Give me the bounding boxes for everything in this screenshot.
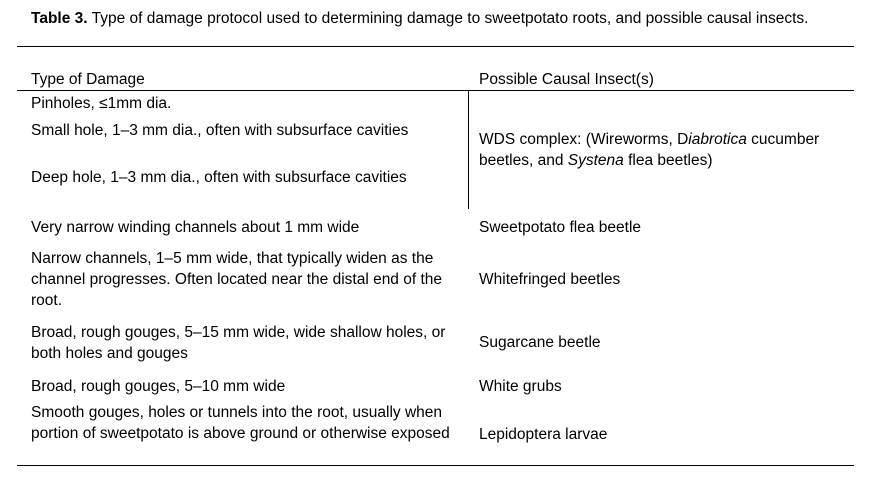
insect-cell-whitefringed: Whitefringed beetles [479,271,621,288]
table-caption-text: Type of damage protocol used to determining damage to sweetpotato roots, and possible causal insects. [87,10,809,27]
damage-cell-pinholes: Pinholes, ≤1mm dia. [31,95,172,112]
insect-cell-lepidoptera: Lepidoptera larvae [479,426,608,443]
wds-text-2: iabrotica [688,131,747,148]
wds-text-1: WDS complex: (Wireworms, D [479,131,689,148]
column-divider [468,91,469,209]
table-label: Table 3. [31,10,88,27]
top-rule [17,46,854,47]
bottom-rule [17,465,854,466]
damage-cell-small-hole: Small hole, 1–3 mm dia., often with subsurface cavities [31,122,409,139]
wds-text-4: Systena [567,152,624,169]
insect-cell-flea-beetle: Sweetpotato flea beetle [479,219,642,236]
damage-cell-broad-gouges-15: Broad, rough gouges, 5–15 mm wide, wide shallow holes, or both holes and gouges [31,324,446,362]
table-caption [31,9,821,28]
wds-text-3: cucumber beetles, and [479,131,820,169]
damage-cell-narrow-channels: Narrow channels, 1–5 mm wide, that typically widen as the channel progresses. Often located near the distal end of the root. [31,250,443,309]
insect-cell-sugarcane: Sugarcane beetle [479,334,601,351]
column-header-damage: Type of Damage [31,71,145,88]
wds-text-5: flea beetles) [623,152,713,169]
insect-cell-white-grubs: White grubs [479,378,562,395]
damage-cell-smooth-gouges: Smooth gouges, holes or tunnels into the root, usually when portion of sweetpotato is above ground or otherwise exposed [31,404,450,442]
header-rule [17,90,854,91]
column-header-insects: Possible Causal Insect(s) [479,71,654,88]
damage-cell-narrow-winding: Very narrow winding channels about 1 mm wide [31,219,360,236]
insect-cell-wds-complex [479,129,849,171]
damage-cell-deep-hole: Deep hole, 1–3 mm dia., often with subsurface cavities [31,169,407,186]
damage-cell-broad-gouges-10: Broad, rough gouges, 5–10 mm wide [31,378,286,395]
